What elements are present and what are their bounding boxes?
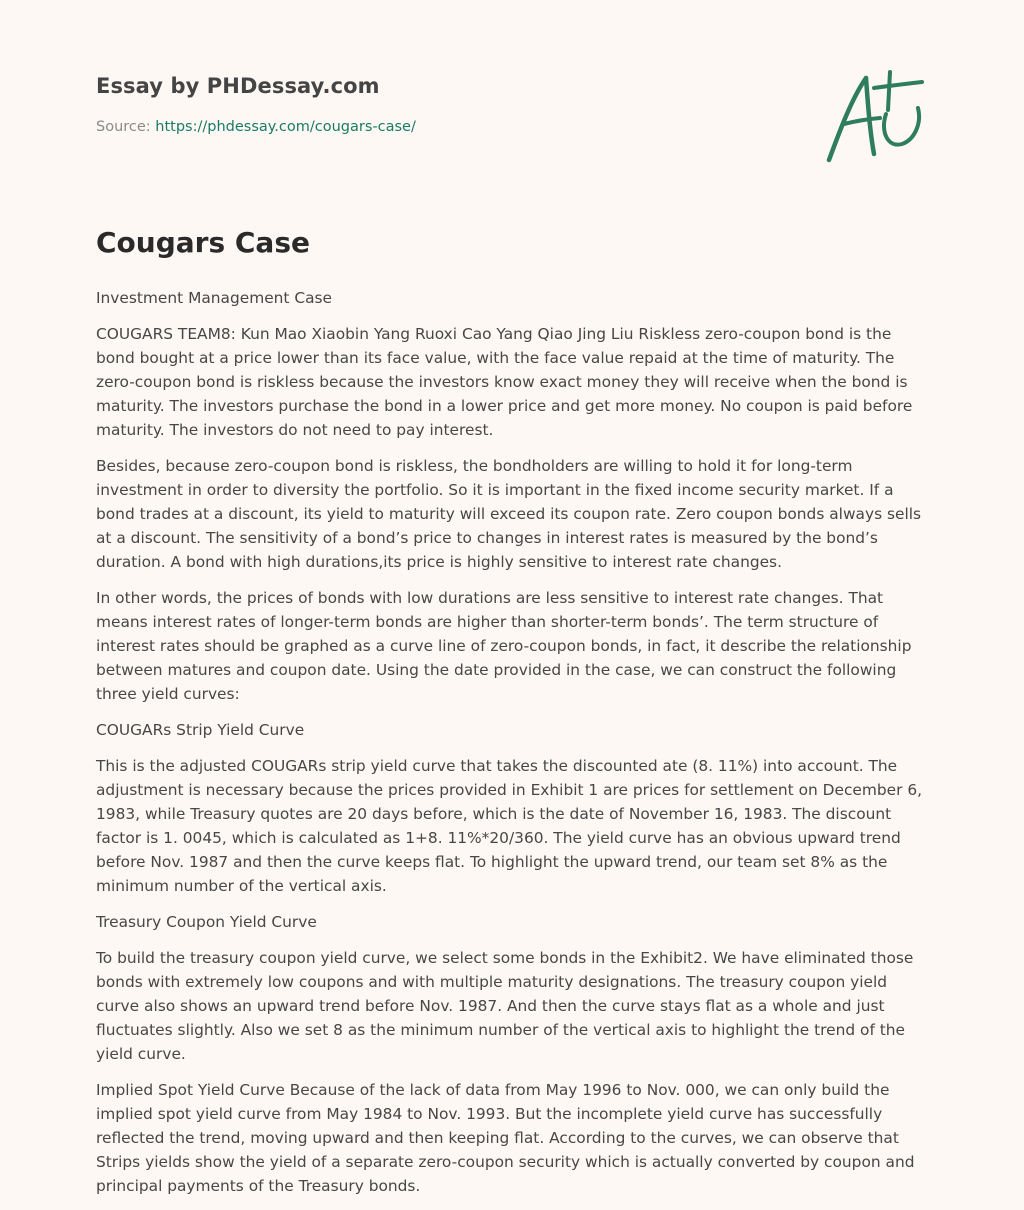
source-link[interactable]: https://phdessay.com/cougars-case/	[155, 119, 416, 135]
site-brand: Essay by PHDessay.com	[96, 74, 380, 98]
a-plus-logo-icon	[822, 68, 928, 166]
paragraph: To build the treasury coupon yield curve, we select some bonds in the Exhibit2. We have eliminated those bonds with extremely low coupons and with multiple maturity designations. The treasury coupon yield curve also shows an upward trend before Nov. 1987. And then the curve stays flat as a whole and just fluctuates slightly. Also we set 8 as the minimum number of the vertical axis to highlight the trend of the yield curve.	[96, 949, 914, 1063]
source-label: Source:	[96, 119, 151, 135]
paragraph-subtitle: Investment Management Case	[96, 289, 333, 307]
essay-body	[96, 286, 928, 1210]
page-title: Cougars Case	[96, 226, 310, 259]
source-line	[96, 119, 416, 135]
paragraph: This is the adjusted COUGARs strip yield curve that takes the discounted ate (8. 11%) into account. The adjustment is necessary because the prices provided in Exhibit 1 are prices for settlement on December 6, 1983, while Treasury quotes are 20 days before, which is the date of November 16, 1983. The discount factor is 1. 0045, which is calculated as 1+8. 11%*20/360. The yield curve has an obvious upward trend before Nov. 1987 and then the curve keeps flat. To highlight the upward trend, our team set 8% as the minimum number of the vertical axis.	[96, 757, 923, 895]
paragraph: Implied Spot Yield Curve Because of the lack of data from May 1996 to Nov. 000, we can only build the implied spot yield curve from May 1984 to Nov. 1993. But the incomplete yield curve has successfully reflected the trend, moving upward and then keeping flat. According to the curves, we can observe that Strips yields show the yield of a separate zero-coupon security which is actually converted by coupon and principal payments of the Treasury bonds.	[96, 1081, 915, 1195]
paragraph: In other words, the prices of bonds with low durations are less sensitive to interest rate changes. That means interest rates of longer-term bonds are higher than shorter-term bonds’. The term structure of interest rates should be graphed as a curve line of zero-coupon bonds, in fact, it describe the relationship between matures and coupon date. Using the date provided in the case, we can construct the following three yield curves:	[96, 589, 912, 703]
section-heading: COUGARs Strip Yield Curve	[96, 721, 305, 739]
essay-header	[96, 74, 416, 135]
paragraph: COUGARS TEAM8: Kun Mao Xiaobin Yang Ruoxi Cao Yang Qiao Jing Liu Riskless zero-coupon bond is the bond bought at a price lower than its face value, with the face value repaid at the time of maturity. The zero-coupon bond is riskless because the investors know exact money they will receive when the bond is maturity. The investors purchase the bond in a lower price and get more money. No coupon is paid before maturity. The investors do not need to pay interest.	[96, 325, 913, 439]
paragraph: Besides, because zero-coupon bond is riskless, the bondholders are willing to hold it for long-term investment in order to diversity the portfolio. So it is important in the fixed income security market. If a bond trades at a discount, its yield to maturity will exceed its coupon rate. Zero coupon bonds always sells at a discount. The sensitivity of a bond’s price to changes in interest rates is measured by the bond’s duration. A bond with high durations,its price is highly sensitive to interest rate changes.	[96, 457, 922, 571]
section-heading: Treasury Coupon Yield Curve	[96, 913, 317, 931]
